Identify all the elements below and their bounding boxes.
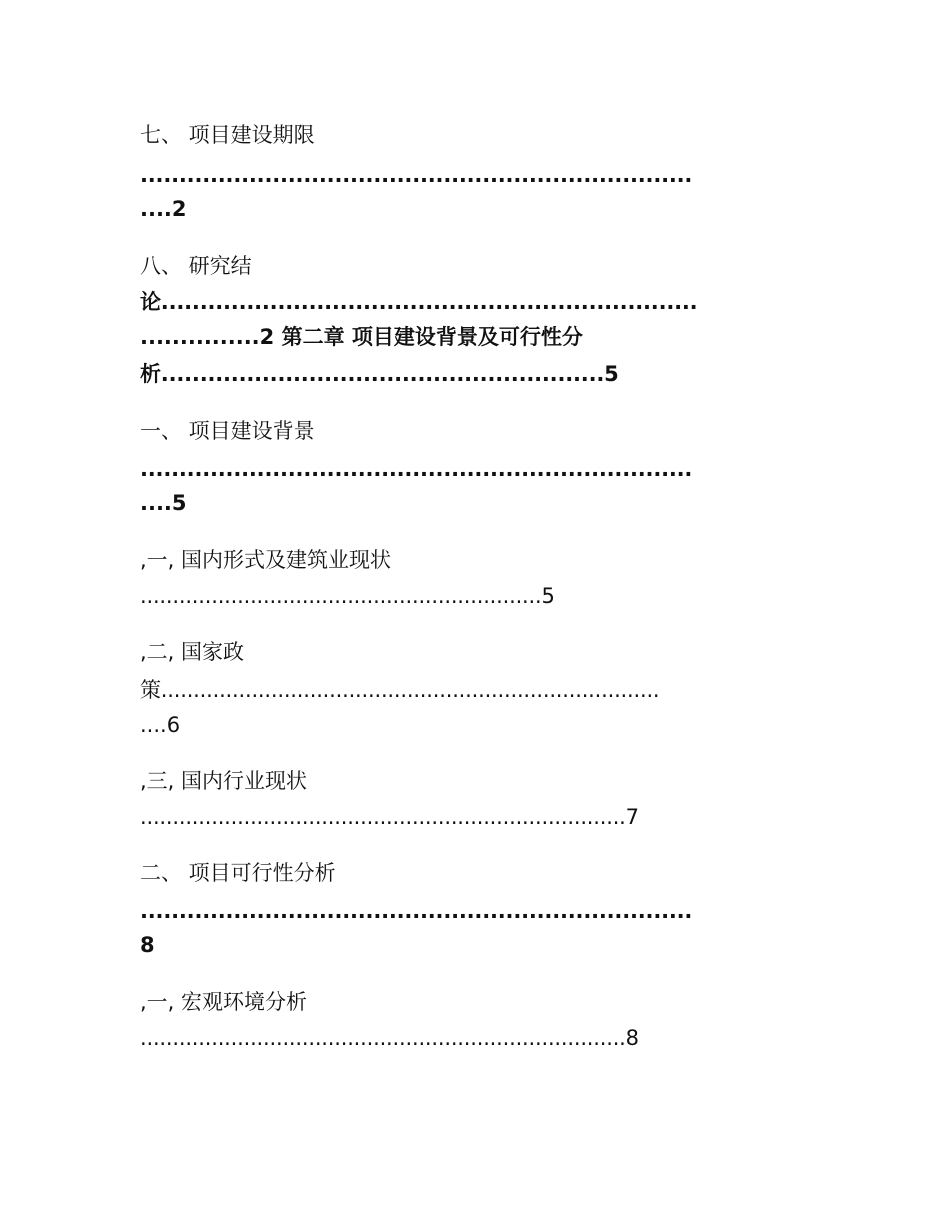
toc-entry-subsection3-leader: ...........................................................................7 [140, 805, 639, 829]
toc-entry-chapter1-section8-title: 八、 研究结 [140, 254, 252, 278]
toc-entry-subsection2-page: ....6 [140, 713, 181, 737]
toc-entry-chapter2-leader: 析.........................................................5 [140, 362, 619, 386]
toc-entry-chapter2-title: ...............2 第二章 项目建设背景及可行性分 [140, 325, 583, 349]
toc-entry-subsection3-title: ,三, 国内行业现状 [140, 769, 308, 793]
toc-entry-chapter1-section7-leader: ....................................................................... [140, 163, 693, 187]
toc-entry-subsection2-leader: 策............................................................................. [140, 678, 660, 702]
toc-entry-chapter2-section2-leader: ....................................................................... [140, 899, 693, 923]
toc-entry-subsection1-title: ,一, 国内形式及建筑业现状 [140, 548, 392, 572]
toc-entry-chapter1-section7-page: ....2 [140, 197, 187, 221]
toc-entry-chapter1-section8-leader: 论..................................................................... [140, 290, 698, 314]
toc-entry-subsection1-leader: ..............................................................5 [140, 584, 555, 608]
toc-entry-chapter2-section2-title: 二、 项目可行性分析 [140, 861, 336, 885]
toc-entry-subsection4-title: ,一, 宏观环境分析 [140, 990, 308, 1014]
toc-entry-subsection4-leader: ...........................................................................8 [140, 1026, 639, 1050]
toc-entry-chapter2-section1-page: ....5 [140, 491, 187, 515]
toc-entry-chapter2-section2-page: 8 [140, 933, 155, 957]
toc-entry-subsection2-title: ,二, 国家政 [140, 640, 245, 664]
toc-entry-chapter1-section7-title: 七、 项目建设期限 [140, 123, 315, 147]
toc-entry-chapter2-section1-title: 一、 项目建设背景 [140, 419, 315, 443]
toc-entry-chapter2-section1-leader: ....................................................................... [140, 457, 693, 481]
